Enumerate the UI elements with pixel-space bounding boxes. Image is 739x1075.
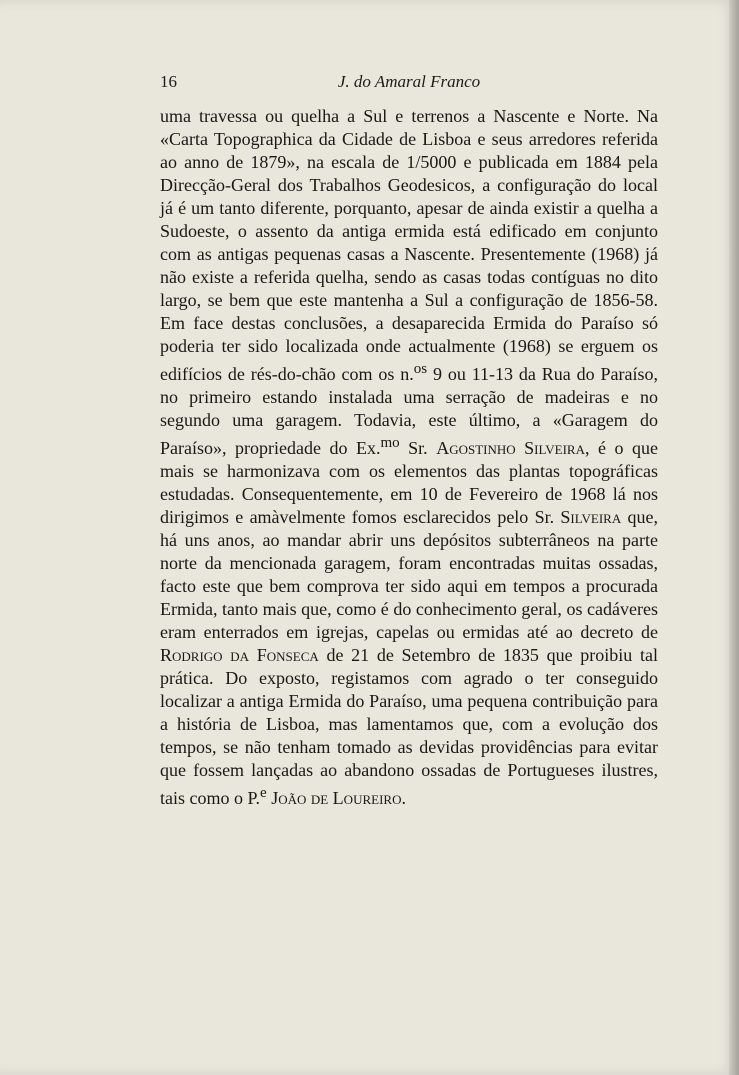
text-run: 9 ou 11-13 da Rua do Paraíso, no primeiro estando instalada uma serração de madeiras e no segundo uma garagem. Todavia, este último, a «Garagem do Paraíso», propriedade do Ex. (160, 364, 658, 458)
person-name: Rodrigo da Fonseca (160, 645, 319, 665)
text-run: . (401, 788, 406, 808)
page-number: 16 (160, 72, 177, 91)
running-head: J. do Amaral Franco (337, 72, 481, 91)
page-header (160, 72, 658, 96)
superscript-os: os (413, 361, 428, 377)
text-run: uma travessa ou quelha a Sul e terrenos a Nascente e Norte. Na «Carta Topographica da Cidade de Lisboa e seus arredores referida ao anno de 1879», na escala de 1/5000 e publicada em 1884 pela Direcção-Geral dos Trabalhos Geodesicos, a configuração do local já é um tanto diferente, porquanto, apesar de ainda existir a quelha a Sudoeste, o assento da antiga ermida está edificado em conjunto com as antigas pequenas casas a Nascente. Presentemente (1968) já não existe a referida quelha, sendo as casas todas contíguas no dito largo, se bem que este mantenha a Sul a configuração de 1856-58. Em face destas conclusões, a desaparecida Ermida do Paraíso só poderia ter sido localizada onde actualmente (1968) se erguem os edifícios de rés-do-chão com os n. (160, 106, 658, 384)
person-name: João de Loureiro (271, 788, 402, 808)
text-run: de 21 de Setembro de 1835 que proibiu tal prática. Do exposto, registamos com agrado o ter conseguido localizar a antiga Ermida do Paraíso, uma pequena contribuição para a história de Lisboa, mas lamentamos que, com a evolução dos tempos, se não tenham tomado as devidas providências para evitar que fossem lançadas ao abandono ossadas de Portugueses ilustres, tais como o P. (160, 645, 658, 808)
text-run: , é o que mais se harmonizava com os elementos das plantas topográficas estudadas. Consequentemente, em 10 de Fevereiro de 1968 lá nos dirigimos e amàvelmente fomos esclarecidos pelo Sr. (160, 438, 658, 527)
person-name: Silveira (560, 507, 622, 527)
text-run: Sr. (399, 438, 437, 458)
superscript-mo: mo (380, 435, 400, 451)
text-run: que, há uns anos, ao mandar abrir uns depósitos subterrâneos na parte norte da mencionada garagem, foram encontradas muitas ossadas, facto este que bem comprova ter sido aqui em tempos a procurada Ermida, tanto mais que, como é do conhecimento geral, os cadáveres eram enterrados em igrejas, capelas ou ermidas até ao decreto de (160, 507, 658, 642)
superscript-e: e (260, 785, 267, 801)
paragraph (160, 105, 658, 810)
body-text (160, 105, 658, 810)
person-name: Agostinho Silveira (436, 438, 585, 458)
